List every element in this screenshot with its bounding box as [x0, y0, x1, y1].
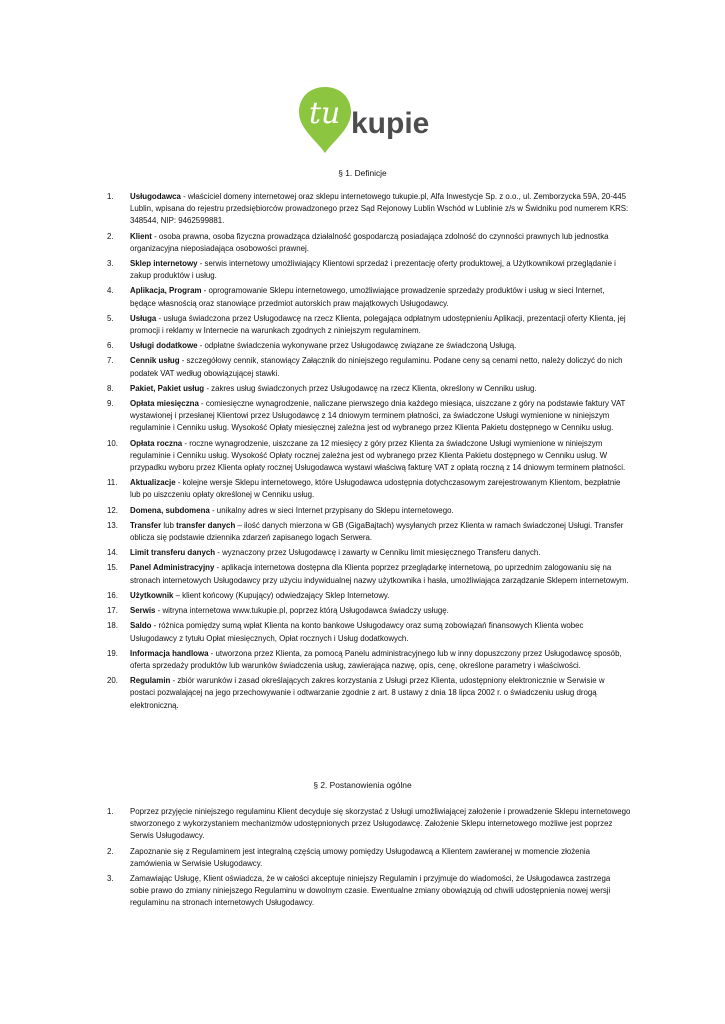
item-term: Cennik usług: [130, 356, 180, 366]
list-item: [107, 285, 631, 309]
item-text: – klient końcowy (Kupujący) odwiedzający Sklep Internetowy.: [173, 590, 390, 600]
general-provisions-list: [107, 806, 631, 913]
item-number: 16.: [107, 590, 118, 600]
item-number: 1.: [107, 192, 114, 201]
item-term: Regulamin: [130, 676, 171, 686]
definitions-list: [107, 191, 631, 715]
item-number: 15.: [107, 563, 118, 573]
item-text: - unikalny adres w sieci Internet przypisany do Sklepu internetowego.: [209, 505, 454, 515]
item-term: Usługi dodatkowe: [130, 341, 198, 351]
item-text: - różnica pomiędzy sumą wpłat Klienta na konto bankowe Usługodawcy oraz sumą zobowiązań finansowych Klienta wobec Usługodawcy z tytułu Opłat miesięcznych, Opłat rocznych i Usług dodatkowych.: [130, 621, 584, 643]
item-number: 10.: [107, 438, 118, 448]
item-term: Opłata roczna: [130, 438, 183, 448]
item-text: Poprzez przyjęcie niniejszego regulaminu Klient decyduje się skorzystać z Usługi umożliwiającej założenie i prowadzenie Sklepu internetowego stworzonego z wykorzystaniem mechanizmów udostępnionych przez Usługodawcę. Założenie Sklepu internetowego możliwe jest poprzez Serwis Usługodawcy.: [130, 807, 631, 841]
item-text: - odpłatne świadczenia wykonywane przez Usługodawcę związane ze świadczoną Usługą.: [197, 341, 517, 351]
list-item: [107, 806, 631, 843]
item-text: - kolejne wersje Sklepu internetowego, które Usługodawca udostępnia dotychczasowym zarejestrowanym Klientom, bezpłatnie lub po uiszczeniu opłaty określonej w Cenniku usług.: [130, 478, 621, 500]
list-item: [107, 313, 631, 337]
item-text: Zapoznanie się z Regulaminem jest integralną częścią umowy pomiędzy Usługodawcą a Klientem zawieranej w momencie złożenia zamówienia w Serwisie Usługodawcy.: [130, 846, 591, 868]
list-item: [107, 620, 631, 644]
item-term: Saldo: [130, 621, 152, 631]
logo-graphic: [295, 83, 435, 155]
item-term: Usługa: [130, 313, 157, 323]
item-number: 11.: [107, 478, 118, 488]
item-text: - szczegółowy cennik, stanowiący Załącznik do niniejszego regulaminu. Podane ceny są cenami netto, należy doliczyć do nich podatek VAT według obowiązującej stawki.: [130, 356, 623, 378]
list-item: [107, 191, 631, 228]
item-term: Opłata miesięczna: [130, 399, 199, 409]
item-term: Transfer: [130, 520, 162, 530]
item-text: - oprogramowanie Sklepu internetowego, umożliwiające prowadzenie sprzedaży produktów i usług w sieci Internet, będące własnością oraz stanowiące przedmiot autorskich praw majątkowych Usługodawcy.: [130, 286, 605, 308]
item-term: Aplikacja, Program: [130, 286, 202, 296]
item-term: Informacja handlowa: [130, 648, 209, 658]
item-number: 1.: [107, 807, 114, 816]
item-term: Pakiet, Pakiet usług: [130, 383, 205, 393]
list-item: [107, 520, 631, 544]
list-item: [107, 605, 631, 617]
item-text: - witryna internetowa www.tukupie.pl, poprzez którą Usługodawca świadczy usługę.: [155, 606, 449, 616]
section-2-title: § 2. Postanowienia ogólne: [313, 780, 412, 790]
item-term: transfer danych: [176, 520, 236, 530]
tukupie-logo: [295, 83, 435, 155]
list-item: [107, 231, 631, 255]
list-item: [107, 846, 631, 870]
item-number: 4.: [107, 286, 114, 296]
list-item: [107, 355, 631, 379]
item-text: - utworzona przez Klienta, za pomocą Panelu administracyjnego lub w inny dopuszczony przez Usługodawcę sposób, oferta sprzedaży produktów lub warunków świadczenia usług, zawierająca nazwę, opis, cenę, określone parametry i właściwości.: [130, 648, 622, 670]
item-text: - comiesięczne wynagrodzenie, naliczane pierwszego dnia każdego miesiąca, uiszczane z góry na podstawie faktury VAT wystawionej i przesłanej Klientowi przez Usługodawcę z 14 dniowym terminem płatności, za świadczone Usługi wymienione w niniejszym regulaminie i Cenniku usług. Wysokość Opłaty miesięcznej zależna jest od wybranego przez Klienta Pakietu dostępnego w Cenniku usług.: [130, 399, 626, 433]
list-item: [107, 340, 631, 352]
item-term: Sklep internetowy: [130, 259, 198, 269]
item-number: 9.: [107, 399, 114, 409]
item-number: 6.: [107, 341, 114, 351]
item-number: 18.: [107, 621, 118, 631]
list-item: [107, 648, 631, 672]
item-text: - roczne wynagrodzenie, uiszczane za 12 miesięcy z góry przez Klienta za świadczone Usługi wymienione w niniejszym regulaminie i Cenniku usług. Wysokość Opłaty rocznej zależna jest od wybranego przez Klienta Pakietu dostępnego w Cenniku usług. W przypadku wyboru przez Klienta opłaty rocznej Usługodawca wystawi właściwą fakturę VAT z opłatą roczną z 14 dniowym terminem płatności.: [130, 438, 626, 473]
item-number: 2.: [107, 231, 114, 241]
item-number: 12.: [107, 505, 118, 515]
list-item: [107, 258, 631, 282]
section-1-title: § 1. Definicje: [338, 168, 387, 178]
item-text: - właściciel domeny internetowej oraz sklepu internetowego tukupie.pl, Alfa Inwestycje Sp. z o.o., ul. Zemborzycka 59A, 20-445 Lublin, wpisana do rejestru przedsiębiorców prowadzonego przez Sąd Rejonowy Lublin Wschód w Lublinie z/s w Świdniku pod numerem KRS: 348544, NIP: 9462599881.: [130, 192, 629, 226]
item-number: 13.: [107, 520, 118, 530]
item-text: - zbiór warunków i zasad określających zakres korzystania z Usługi przez Klienta, udostępniony elektronicznie w Serwisie w postaci pozwalającej na jego przechowywanie i odtwarzanie zgodnie z art. 8 ustawy z dnia 18 lipca 2002 r. o świadczeniu usług drogą elektroniczną.: [130, 676, 605, 710]
item-text: - wyznaczony przez Usługodawcę i zawarty w Cenniku limit miesięcznego Transferu danych.: [215, 548, 541, 558]
item-number: 7.: [107, 356, 114, 366]
item-text: - aplikacja internetowa dostępna dla Klienta poprzez przeglądarkę internetową, po uprzednim zalogowaniu się na stronach internetowych Usługodawcy przy użyciu indywidualnej nazwy użytkownika i hasła, umożliwiająca zarządzanie Sklepem internetowym.: [130, 563, 629, 585]
item-term: Usługodawca: [130, 192, 181, 201]
list-item: [107, 562, 631, 586]
item-term: Serwis: [130, 606, 156, 616]
item-text: - serwis internetowy umożliwiający Klientowi sprzedaż i prezentację oferty produktowej, a Użytkownikowi przeglądanie i zakup produktów i usług.: [130, 259, 616, 281]
item-number: 17.: [107, 606, 118, 616]
list-item: [107, 547, 631, 559]
item-text: - usługa świadczona przez Usługodawcę na rzecz Klienta, polegająca odpłatnym udostępnieniu Aplikacji, prezentacji oferty Klienta, jej promocji i reklamy w Internecie na warunkach zgodnych z niniejszym regulaminem.: [130, 313, 626, 336]
item-text: - zakres usług świadczonych przez Usługodawcę na rzecz Klienta, określony w Cenniku usług.: [204, 383, 537, 393]
list-item: [107, 477, 631, 501]
item-term: Użytkownik: [130, 590, 174, 600]
item-term: Panel Administracyjny: [130, 563, 215, 573]
item-number: 14.: [107, 548, 118, 558]
svg-text:kupie: kupie: [351, 107, 430, 140]
item-text: lub: [161, 520, 177, 530]
item-number: 3.: [107, 259, 114, 269]
item-text: - osoba prawna, osoba fizyczna prowadząca działalność gospodarczą posiadająca zdolność do czynności prawnych lub jednostka organizacyjna nieposiadająca osobowości prawnej.: [130, 231, 609, 253]
item-text: Zamawiając Usługę, Klient oświadcza, że w całości akceptuje niniejszy Regulamin i przyjmuje do wiadomości, że Usługodawca zastrzega sobie prawo do zmiany niniejszego Regulaminu w dowolnym czasie. Ewentualne zmiany obowiązują od chwili udostępnienia nowej wersji regulaminu na stronach internetowych Usługodawcy.: [130, 874, 611, 908]
list-item: [107, 675, 631, 712]
list-item: [107, 873, 631, 910]
list-item: [107, 590, 631, 602]
list-item: [107, 505, 631, 517]
svg-text:tu: tu: [309, 96, 341, 131]
item-text: – ilość danych mierzona w GB (GigaBajtach) wysyłanych przez Klienta w ramach świadczonej Usługi. Transfer oblicza się podstawie dziennika zdarzeń zapisanego logach Serwera.: [130, 520, 624, 543]
item-number: 2.: [107, 846, 114, 856]
item-number: 19.: [107, 648, 118, 658]
item-number: 8.: [107, 383, 114, 393]
list-item: [107, 438, 631, 475]
item-term: Aktualizacje: [130, 478, 176, 488]
item-number: 5.: [107, 313, 114, 323]
list-item: [107, 398, 631, 435]
item-term: Klient: [130, 231, 152, 241]
item-number: 20.: [107, 676, 118, 686]
list-item: [107, 383, 631, 395]
item-term: Limit transferu danych: [130, 548, 216, 558]
item-number: 3.: [107, 874, 114, 884]
item-term: Domena, subdomena: [130, 505, 210, 515]
